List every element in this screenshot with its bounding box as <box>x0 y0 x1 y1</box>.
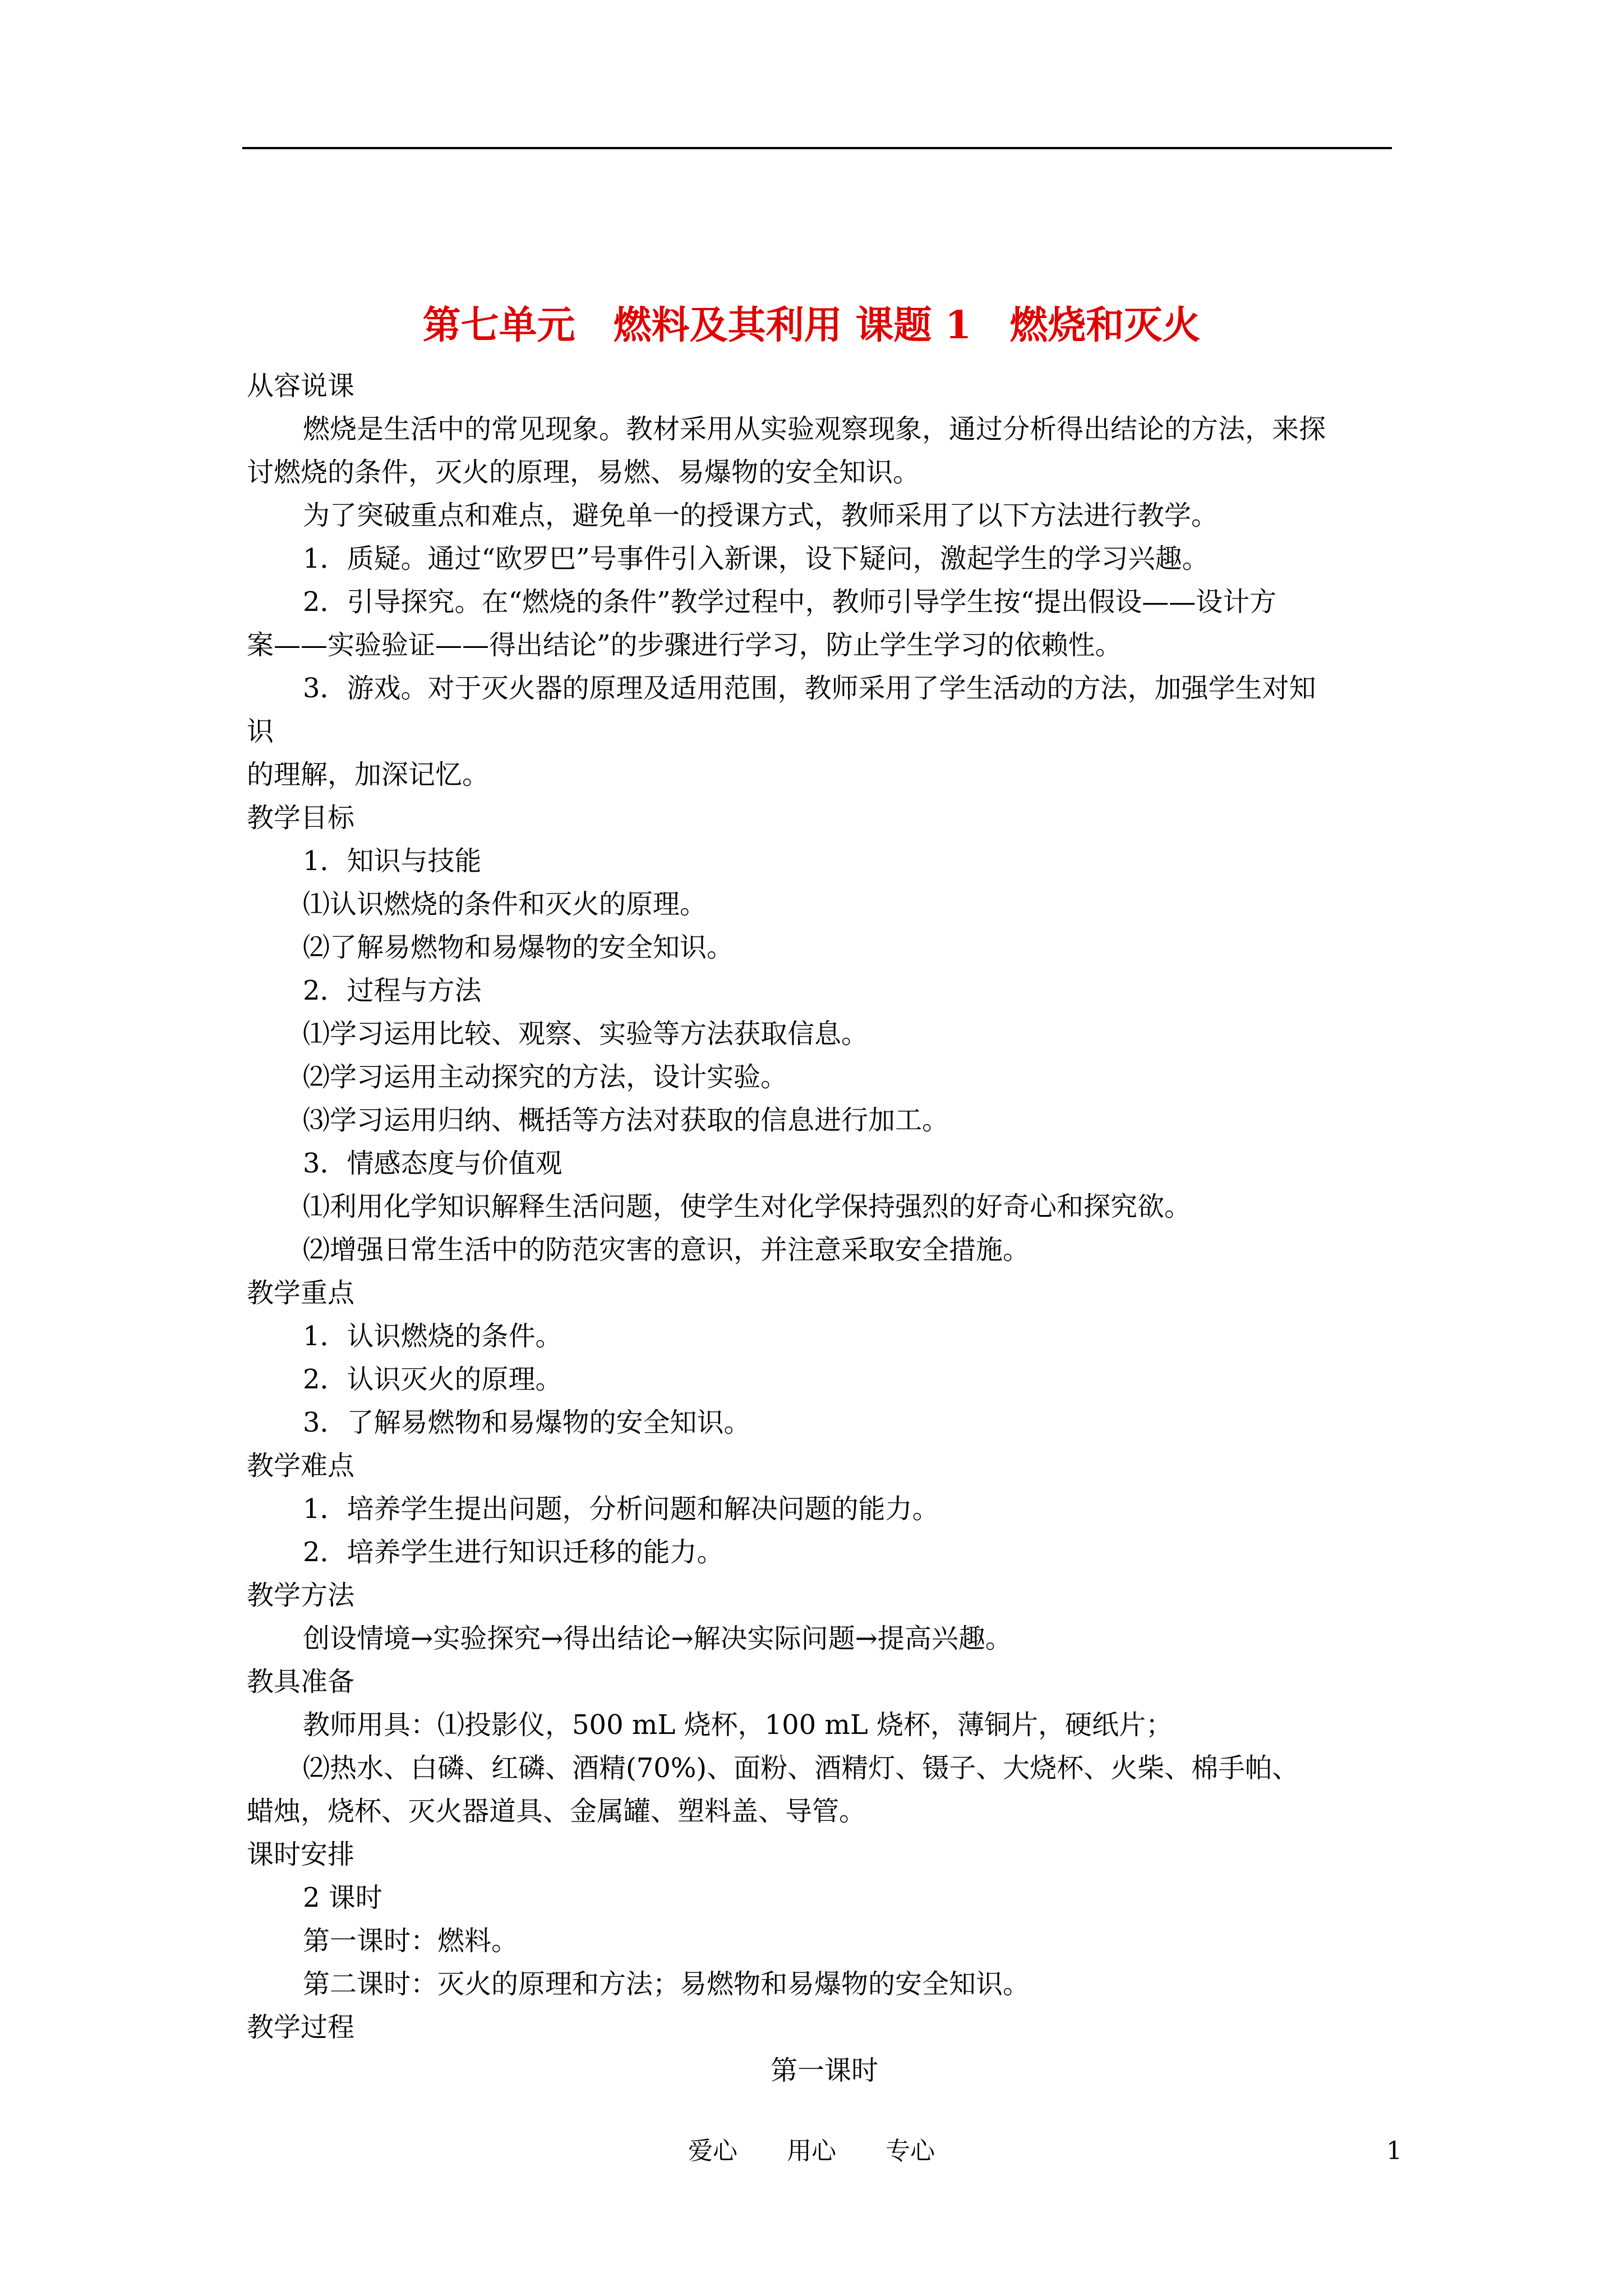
header-rule <box>242 147 1392 149</box>
text-line: ⑵热水、白磷、红磷、酒精(70%)、面粉、酒精灯、镊子、大烧杯、火柴、棉手帕、 <box>303 1752 1299 1784</box>
text-line: 教学过程 <box>247 2012 355 2043</box>
text-line: 燃烧是生活中的常见现象。教材采用从实验观察现象，通过分析得出结论的方法，来探 <box>303 413 1326 445</box>
text-line: 教具准备 <box>247 1666 355 1697</box>
text-line: 讨燃烧的条件，灭火的原理，易燃、易爆物的安全知识。 <box>247 457 920 488</box>
text-line: 2．认识灭火的原理。 <box>303 1364 562 1395</box>
footer-motto: 爱心 用心 专心 <box>688 2137 935 2165</box>
text-line: 第一课时：燃料。 <box>303 1925 519 1957</box>
text-line: 1．质疑。通过“欧罗巴”号事件引入新课，设下疑问，激起学生的学习兴趣。 <box>303 543 1209 574</box>
text-line: 第一课时 <box>770 2055 878 2086</box>
text-line: 教师用具：⑴投影仪，500 mL 烧杯，100 mL 烧杯，薄铜片，硬纸片； <box>303 1709 1173 1741</box>
text-line: 1．知识与技能 <box>303 845 482 877</box>
text-line: ⑴认识燃烧的条件和灭火的原理。 <box>303 889 707 920</box>
text-line: 2．培养学生进行知识迁移的能力。 <box>303 1536 724 1568</box>
text-line: 教学难点 <box>247 1450 355 1481</box>
document-title: 第七单元 燃料及其利用 课题 1 燃烧和灭火 <box>422 303 1201 348</box>
text-line: 3．游戏。对于灭火器的原理及适用范围，教师采用了学生活动的方法，加强学生对知 <box>303 673 1316 704</box>
text-line: 2 课时 <box>303 1882 382 1913</box>
page-number: 1 <box>1386 2137 1402 2165</box>
text-line: 3．情感态度与价值观 <box>303 1148 562 1179</box>
text-line: ⑶学习运用归纳、概括等方法对获取的信息进行加工。 <box>303 1105 949 1136</box>
text-line: ⑴学习运用比较、观察、实验等方法获取信息。 <box>303 1018 869 1050</box>
text-line: 2．过程与方法 <box>303 975 482 1006</box>
text-line: 教学重点 <box>247 1277 355 1309</box>
text-line: 为了突破重点和难点，避免单一的授课方式，教师采用了以下方法进行教学。 <box>303 500 1219 531</box>
text-line: 案——实验验证——得出结论”的步骤进行学习，防止学生学习的依赖性。 <box>247 629 1122 661</box>
document-body <box>247 365 1402 2092</box>
text-line: 3．了解易燃物和易爆物的安全知识。 <box>303 1407 751 1438</box>
text-line: 第二课时：灭火的原理和方法；易燃物和易爆物的安全知识。 <box>303 1968 1030 2000</box>
text-line: 创设情境→实验探究→得出结论→解决实际问题→提高兴趣。 <box>303 1623 1012 1654</box>
text-line: 的理解，加深记忆。 <box>247 759 490 790</box>
text-line: ⑵了解易燃物和易爆物的安全知识。 <box>303 932 734 963</box>
text-line: 1．认识燃烧的条件。 <box>303 1320 562 1352</box>
text-line: ⑵学习运用主动探究的方法，设计实验。 <box>303 1061 788 1093</box>
text-line: 蜡烛，烧杯、灭火器道具、金属罐、塑料盖、导管。 <box>247 1796 866 1827</box>
text-line: 2．引导探究。在“燃烧的条件”教学过程中，教师引导学生按“提出假设——设计方 <box>303 586 1277 618</box>
text-line: 1．培养学生提出问题，分析问题和解决问题的能力。 <box>303 1493 939 1525</box>
text-line: 识 <box>247 716 274 747</box>
text-line: 从容说课 <box>247 370 355 402</box>
text-line: ⑵增强日常生活中的防范灾害的意识，并注意采取安全措施。 <box>303 1234 1030 1266</box>
text-line: 课时安排 <box>247 1839 355 1870</box>
text-line: 教学方法 <box>247 1580 355 1611</box>
text-line: ⑴利用化学知识解释生活问题，使学生对化学保持强烈的好奇心和探究欲。 <box>303 1191 1192 1222</box>
text-line: 教学目标 <box>247 802 355 834</box>
